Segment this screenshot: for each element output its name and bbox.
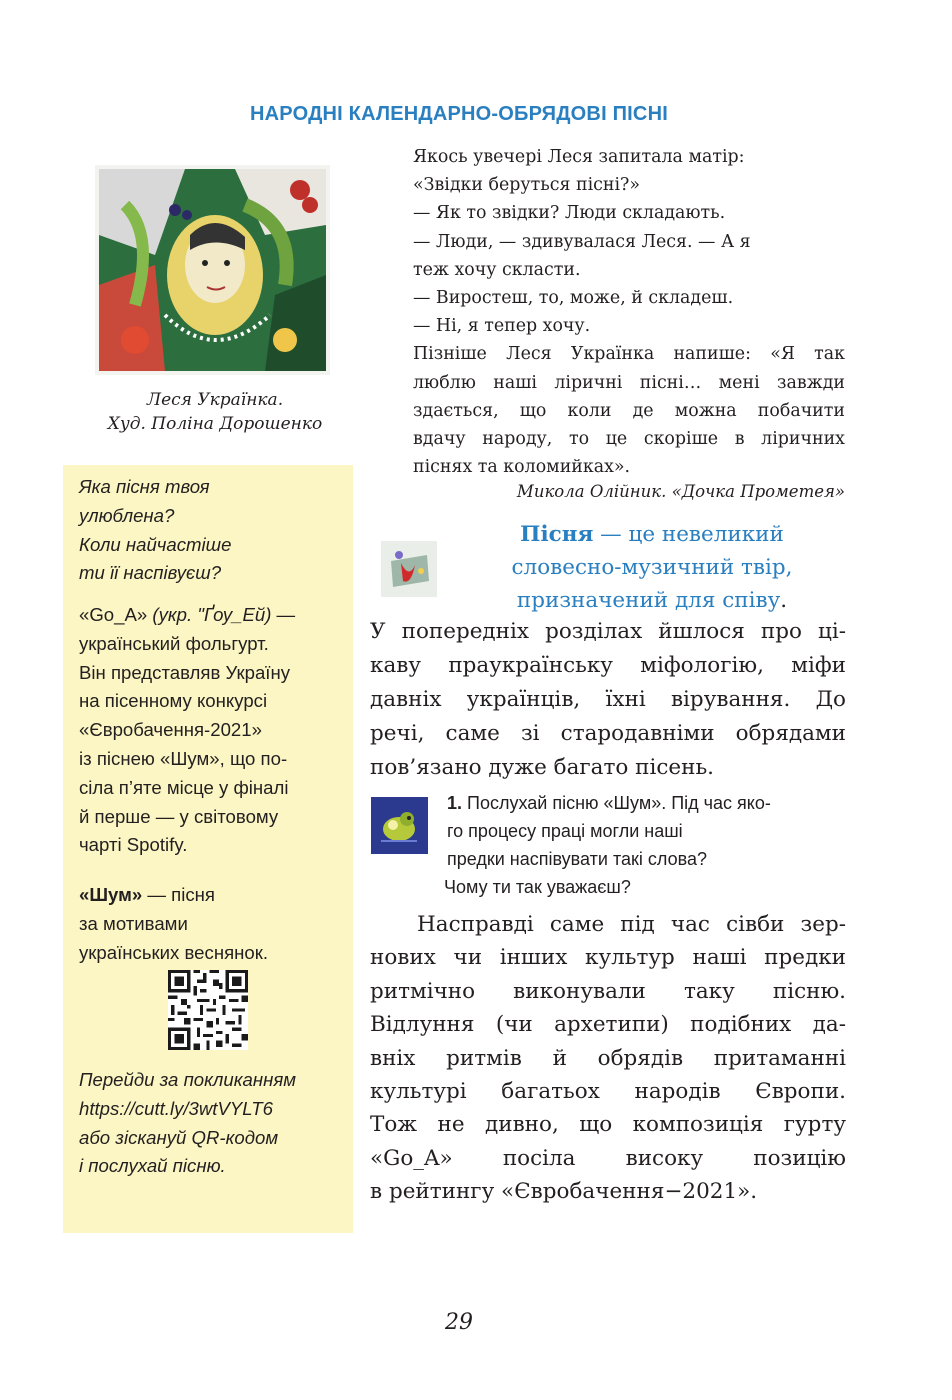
paragraph-line: культурі багатьох народів Європи. bbox=[370, 1078, 846, 1104]
dialog-line: Якось увечері Леся запитала матір: bbox=[413, 147, 745, 167]
sidebar-line: або зіскануй QR-кодом bbox=[79, 1126, 279, 1148]
dialog-line: теж хочу скласти. bbox=[413, 259, 581, 280]
definition-text: — це невеликий bbox=[593, 522, 784, 547]
paragraph-line: речі, саме зі стародавніми обрядами bbox=[370, 721, 846, 746]
paragraph-line: пов’язано дуже багато пісень. bbox=[370, 755, 715, 780]
sidebar-line: й перше — у світовому bbox=[79, 805, 279, 827]
dialog-line: «Звідки беруться пісні?» bbox=[413, 175, 640, 196]
sidebar-shum-info bbox=[79, 881, 349, 967]
sidebar-line: із піснею «Шум», що по- bbox=[79, 747, 288, 769]
dialog-line: здається, що коли де можна побачити bbox=[413, 400, 845, 421]
portrait-illustration bbox=[95, 165, 330, 375]
goa-dash: — bbox=[271, 604, 296, 625]
definition-term: Пісня bbox=[520, 522, 594, 547]
sidebar-line: на пісенному конкурсі bbox=[79, 690, 268, 712]
sidebar-link-info bbox=[79, 1066, 349, 1181]
dialog-excerpt bbox=[413, 143, 845, 481]
dialog-line: — Як то звідки? Люди складають. bbox=[413, 203, 726, 224]
definition-icon bbox=[381, 541, 437, 597]
dialog-line: — Люди, — здивувалася Леся. — А я bbox=[413, 231, 751, 252]
dialog-line: піснях та коломийках». bbox=[413, 457, 631, 478]
song-definition bbox=[452, 518, 852, 617]
sidebar-line: Він представляв Україну bbox=[79, 661, 291, 683]
paragraph-line: давніх українців, їхні вірування. До bbox=[370, 687, 846, 712]
paragraph-line: в рейтингу «Євробачення−2021». bbox=[370, 1179, 758, 1205]
dialog-line: вдачу народу, то це скоріше в ліричних bbox=[413, 428, 845, 449]
paragraph-line: «Go_A» посіла високу позицію bbox=[370, 1145, 846, 1171]
page-number: 29 bbox=[445, 1310, 473, 1335]
sidebar-line: і послухай пісню. bbox=[79, 1155, 226, 1177]
shum-term: «Шум» bbox=[79, 884, 143, 905]
paragraph-line: нових чи інших культур наші предки bbox=[370, 945, 846, 971]
question-text: Послухай пісню «Шум». Під час яко- bbox=[462, 793, 771, 813]
sidebar-line: сіла п’яте місце у фіналі bbox=[79, 776, 289, 798]
paragraph-line: вніх ритмів й обрядів притаманні bbox=[370, 1045, 846, 1071]
paragraph-line: ритмічно виконували таку пісню. bbox=[370, 978, 846, 1004]
question-1 bbox=[444, 789, 847, 901]
sidebar-line: Перейди за покликанням bbox=[79, 1069, 297, 1090]
qr-code-icon[interactable] bbox=[168, 970, 248, 1050]
paragraph-line: Тож не дивно, що композиція гурту bbox=[370, 1112, 846, 1138]
source-attribution: Микола Олійник. «Дочка Прометея» bbox=[516, 482, 845, 501]
sidebar-line: Коли найчастіше bbox=[79, 533, 232, 555]
sidebar-line: за мотивами bbox=[79, 912, 188, 934]
caption-line: Худ. Поліна Дорошенко bbox=[107, 414, 323, 434]
sidebar-line: чарті Spotify. bbox=[79, 834, 188, 856]
sidebar-line: «Євробачення-2021» bbox=[79, 719, 262, 741]
info-sidebar bbox=[63, 465, 353, 1233]
goa-name: «Go_A» bbox=[79, 604, 148, 625]
goa-pronunciation: (укр. "Ґоу_Ей) bbox=[147, 604, 272, 625]
sidebar-goa-info bbox=[79, 601, 349, 860]
shum-text: — пісня bbox=[142, 884, 215, 905]
paragraph-line: Насправді саме під час сівби зер- bbox=[417, 912, 846, 937]
page-title: НАРОДНІ КАЛЕНДАРНО-ОБРЯДОВІ ПІСНІ bbox=[250, 103, 668, 125]
paragraph-main bbox=[370, 908, 846, 1209]
listen-task-icon bbox=[371, 797, 428, 854]
paragraph-line: Відлуння (чи архетипи) подібних да- bbox=[370, 1012, 846, 1038]
sidebar-line: Яка пісня твоя bbox=[79, 476, 210, 497]
dialog-line: — Ні, я тепер хочу. bbox=[413, 316, 591, 337]
sidebar-line: українських веснянок. bbox=[79, 941, 269, 963]
dialog-line: люблю наші ліричні пісні… мені завжди bbox=[413, 372, 845, 393]
sidebar-line: ти її наспівуєш? bbox=[79, 562, 222, 584]
definition-period: . bbox=[780, 588, 788, 613]
sidebar-line: улюблена? bbox=[79, 504, 175, 526]
song-link[interactable]: https://cutt.ly/3wtVYLT6 bbox=[79, 1097, 273, 1119]
question-text: предки наспівувати такі слова? bbox=[447, 849, 707, 869]
portrait-caption bbox=[70, 388, 360, 436]
question-number: 1. bbox=[447, 793, 463, 813]
question-text: го процесу праці могли наші bbox=[447, 821, 683, 841]
definition-text: словесно-музичний твір, bbox=[511, 555, 793, 580]
sidebar-line: український фольгурт. bbox=[79, 632, 269, 654]
paragraph-intro bbox=[370, 615, 846, 785]
definition-text: призначений для співу bbox=[516, 588, 781, 613]
paragraph-line: каву праукраїнську міфологію, міфи bbox=[370, 653, 846, 678]
paragraph-line: У попередніх розділах йшлося про ці- bbox=[370, 619, 846, 644]
dialog-line: Пізніше Леся Українка напише: «Я так bbox=[413, 344, 845, 365]
question-text: Чому ти так уважаєш? bbox=[444, 877, 631, 897]
caption-line: Леся Українка. bbox=[146, 390, 284, 410]
dialog-line: — Виростеш, то, може, й складеш. bbox=[413, 287, 734, 308]
sidebar-questions bbox=[79, 473, 349, 588]
